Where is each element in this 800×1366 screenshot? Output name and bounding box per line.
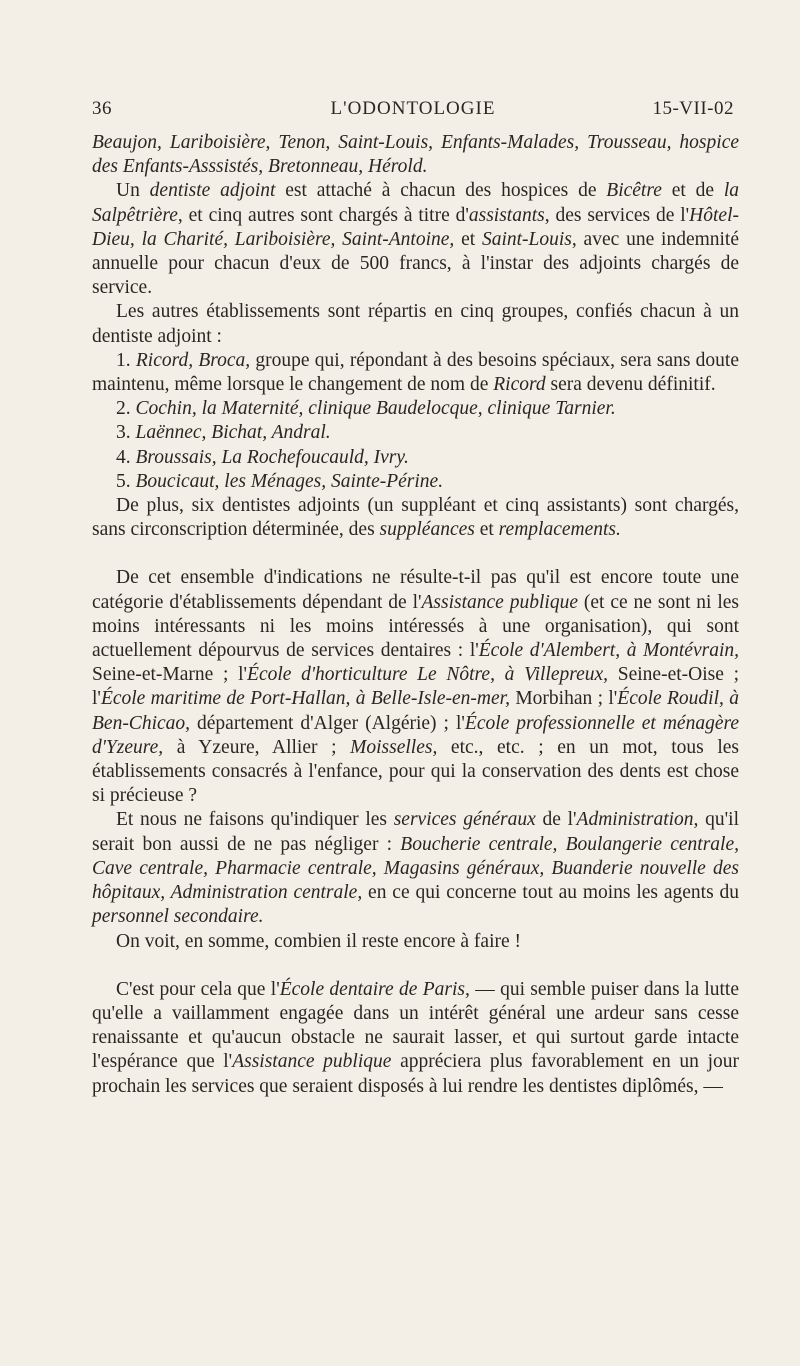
italic-text-segment: Ricord — [493, 374, 546, 396]
paragraph — [92, 131, 739, 179]
paragraph — [92, 808, 739, 929]
italic-text-segment: services généraux — [393, 809, 536, 831]
text-segment: et de — [661, 180, 724, 202]
text-segment: Les autres établissements sont répartis en cinq groupes, confiés chacun à un dentiste adjoint : — [92, 301, 739, 347]
italic-text-segment: suppléances — [379, 519, 475, 541]
italic-text-segment: remplacements. — [498, 519, 621, 541]
text-segment: groupe qui, répondant à des besoins spéciaux, sera sans doute maintenu, même lorsque le changement de nom de — [92, 349, 740, 396]
issue-date: 15-VII-02 — [652, 98, 734, 119]
text-segment: Morbihan ; l' — [509, 688, 618, 710]
text-segment: — qui semble puiser dans la lutte qu'elle a vaillamment engagée dans un intérêt général une ardeur sans cesse renaissante et qu'aucun obstacle ne saurait lasser, et qui surtout garde intacte l'espérance que l' — [92, 978, 739, 1073]
text-segment: Et nous ne faisons qu'indiquer les — [116, 809, 394, 831]
paragraph — [92, 566, 739, 808]
paragraph — [92, 421, 739, 445]
italic-text-segment: Cochin, la Maternité, clinique Baudelocque, clinique Tarnier. — [135, 398, 616, 420]
italic-text-segment: Boucherie centrale, Boulangerie centrale, Cave centrale, Pharmacie centrale, Magasins généraux, Buanderie nouvelle des hôpitaux, Administration centrale, — [92, 833, 739, 904]
text-segment: sera devenu définitif. — [545, 374, 716, 396]
text-segment: 3. — [116, 422, 136, 444]
italic-text-segment: dentiste adjoint — [149, 180, 276, 202]
text-segment: qu'il serait bon aussi de ne pas négliger : — [92, 809, 739, 855]
paragraph — [92, 470, 739, 494]
text-segment: De cet ensemble d'indications ne résulte-t-il pas qu'il est encore toute une catégorie d'établissements dépendant de l' — [92, 567, 739, 613]
italic-text-segment: Boucicaut, les Ménages, Sainte-Périne. — [135, 470, 444, 492]
text-segment: Seine-et-Oise ; l' — [92, 664, 739, 710]
paragraph — [92, 446, 739, 470]
text-segment: département d'Alger (Algérie) ; l' — [190, 712, 465, 734]
paragraph — [92, 494, 739, 542]
page-number: 36 — [92, 98, 112, 119]
italic-text-segment: Bicêtre — [606, 180, 662, 202]
italic-text-segment: École d'horticulture Le Nôtre, à Villepreux, — [247, 664, 609, 686]
paragraph — [92, 349, 739, 397]
italic-text-segment: Hôtel-Dieu, la Charité, Lariboisière, Saint-Antoine, — [92, 204, 739, 250]
text-segment: 4. — [116, 446, 136, 468]
text-segment: est attaché à chacun des hospices de — [275, 180, 607, 202]
paragraph — [92, 397, 739, 421]
paragraph — [92, 930, 739, 954]
italic-text-segment: Moisselles, — [350, 736, 438, 758]
italic-text-segment: École d'Alembert, à Montévrain, — [478, 640, 739, 662]
italic-text-segment: Broussais, La Rochefoucauld, Ivry. — [135, 446, 409, 468]
text-segment: 1. — [116, 349, 136, 371]
italic-text-segment: Administration, — [576, 809, 699, 831]
text-segment: (et ce ne sont ni les moins intéressants ni les moins intéressés à une organisation), qui sont actuellement dépourvus de services dentaires : l' — [92, 591, 739, 662]
italic-text-segment: Assistance publique — [232, 1051, 392, 1073]
italic-text-segment: École Roudil, à Ben-Chicao, — [92, 688, 739, 734]
paragraph — [92, 978, 739, 1099]
journal-title: L'ODONTOLOGIE — [330, 98, 496, 119]
section-gap — [92, 542, 739, 566]
italic-text-segment: Laënnec, Bichat, Andral. — [135, 422, 331, 444]
italic-text-segment: École dentaire de Paris, — [279, 978, 470, 1000]
text-segment: , et cinq autres sont chargés à titre d' — [177, 204, 469, 226]
text-segment: C'est pour cela que l' — [116, 978, 280, 1000]
text-segment: De plus, six dentistes adjoints (un suppléant et cinq assistants) sont chargés, sans circonscription déterminée, des — [92, 495, 739, 541]
text-segment: On voit, en somme, combien il reste encore à faire ! — [116, 930, 522, 952]
paragraph — [92, 300, 739, 348]
section-gap — [92, 954, 739, 978]
italic-text-segment: École maritime de Port-Hallan, à Belle-Isle-en-mer, — [100, 688, 510, 710]
text-segment: etc., etc. ; en un mot, tous les établissements consacrés à l'enfance, pour qui la conservation des dents est chose si précieuse ? — [92, 736, 739, 807]
text-segment: Un — [116, 180, 150, 202]
running-header — [92, 98, 734, 126]
italic-text-segment: Beaujon, Lariboisière, Tenon, Saint-Louis, Enfants-Malades, Trousseau, hospice des Enfants-Asssistés, Bretonneau, Hérold. — [92, 132, 739, 178]
text-segment: , des services de l' — [544, 204, 690, 226]
italic-text-segment: École professionnelle et ménagère d'Yzeure, — [92, 712, 739, 758]
text-segment: Seine-et-Marne ; l' — [92, 664, 248, 686]
text-segment: et — [454, 228, 482, 250]
italic-text-segment: la Salpêtrière — [92, 180, 739, 226]
italic-text-segment: Ricord, Broca, — [135, 349, 251, 371]
body-text — [92, 131, 739, 1099]
text-segment: de l' — [535, 809, 577, 831]
text-segment: appréciera plus favorablement en un jour prochain les services que seraient disposés à lui rendre les dentistes diplômés, — — [92, 1051, 739, 1097]
paragraph — [92, 179, 739, 300]
italic-text-segment: assistants — [468, 204, 545, 226]
text-segment: à Yzeure, Allier ; — [163, 736, 351, 758]
text-segment: en ce qui concerne tout au moins les agents du — [362, 882, 739, 904]
text-segment: 5. — [116, 470, 136, 492]
italic-text-segment: Saint-Louis — [481, 228, 572, 250]
italic-text-segment: personnel secondaire. — [92, 906, 264, 928]
text-segment: , avec une indemnité annuelle pour chacun d'eux de 500 francs, à l'instar des adjoints chargés de service. — [92, 228, 740, 299]
text-segment: et — [474, 519, 499, 541]
italic-text-segment: Assistance publique — [421, 591, 578, 613]
text-segment: 2. — [116, 398, 136, 420]
